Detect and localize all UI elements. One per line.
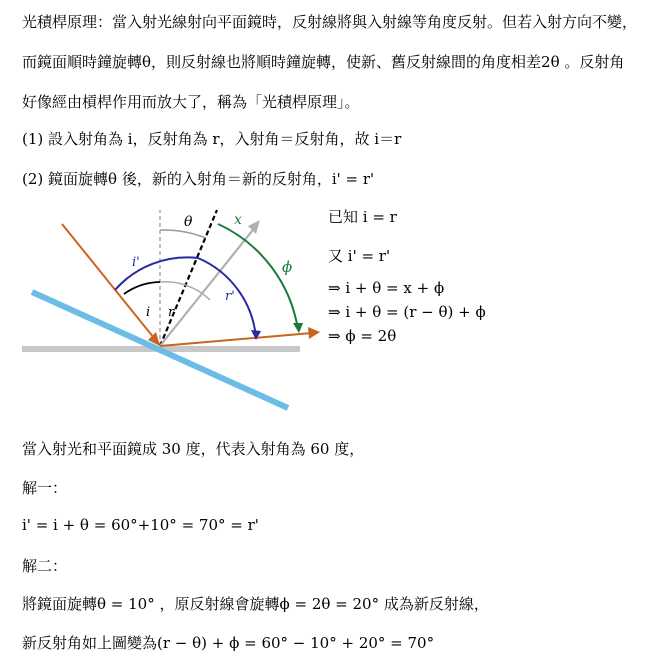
derivation-step-1: ⇒ i + θ = x + ϕ	[328, 279, 445, 297]
label-i: i	[146, 305, 151, 320]
paragraph-line-3: 好像經由槓桿作用而放大了，稱為「光積桿原理」。	[22, 93, 360, 111]
old-reflected-arrowhead	[248, 220, 260, 234]
incident-ray	[62, 224, 154, 338]
paragraph-line-2: 而鏡面順時鐘旋轉θ，則反射線也將順時鐘旋轉，使新、舊反射線間的角度相差2θ 。反射角	[22, 53, 625, 71]
label-r: r	[168, 305, 175, 320]
solution-2-title: 解二：	[22, 557, 68, 575]
label-x: x	[234, 212, 242, 228]
new-reflected-ray	[160, 333, 312, 346]
label-theta: θ	[184, 214, 193, 230]
item-2: (2) 鏡面旋轉θ 後，新的入射角＝新的反射角，i' = r'	[22, 170, 375, 188]
example-statement: 當入射光和平面鏡成 30 度，代表入射角為 60 度，	[22, 440, 365, 458]
solution-2-line-2: 新反射角如上圖變為(r − θ) + ϕ = 60° − 10° + 20° = 70°	[22, 634, 435, 652]
old-reflected-ray	[160, 226, 256, 346]
phi-arrowhead	[293, 323, 303, 333]
mirror-rotation-diagram	[20, 200, 320, 415]
solution-1-equation: i' = i + θ = 60°+10° = 70° = r'	[22, 516, 259, 534]
theta-arc	[160, 230, 206, 238]
derivation-step-2: ⇒ i + θ = (r − θ) + ϕ	[328, 303, 486, 321]
phi-arc	[218, 224, 298, 330]
i-arc	[124, 282, 160, 294]
label-i-prime: i'	[132, 255, 140, 270]
new-reflected-arrowhead	[308, 327, 320, 339]
label-phi: ϕ	[282, 258, 293, 276]
known-statement: 已知 i = r	[328, 208, 397, 226]
label-r-prime: r'	[225, 289, 235, 304]
solution-2-line-1: 將鏡面旋轉θ = 10° ，原反射線會旋轉ϕ = 2θ = 20° 成為新反射線，	[22, 595, 489, 613]
derivation-step-3: ⇒ ϕ = 2θ	[328, 327, 397, 345]
item-1: (1) 設入射角為 i，反射角為 r，入射角＝反射角，故 i＝r	[22, 130, 402, 148]
paragraph-line-1: 光積桿原理：當入射光線射向平面鏡時，反射線將與入射線等角度反射。但若入射方向不變，	[22, 13, 638, 31]
r-arc	[160, 282, 210, 300]
solution-1-title: 解一：	[22, 479, 68, 497]
also-statement: 又 i' = r'	[328, 247, 391, 265]
